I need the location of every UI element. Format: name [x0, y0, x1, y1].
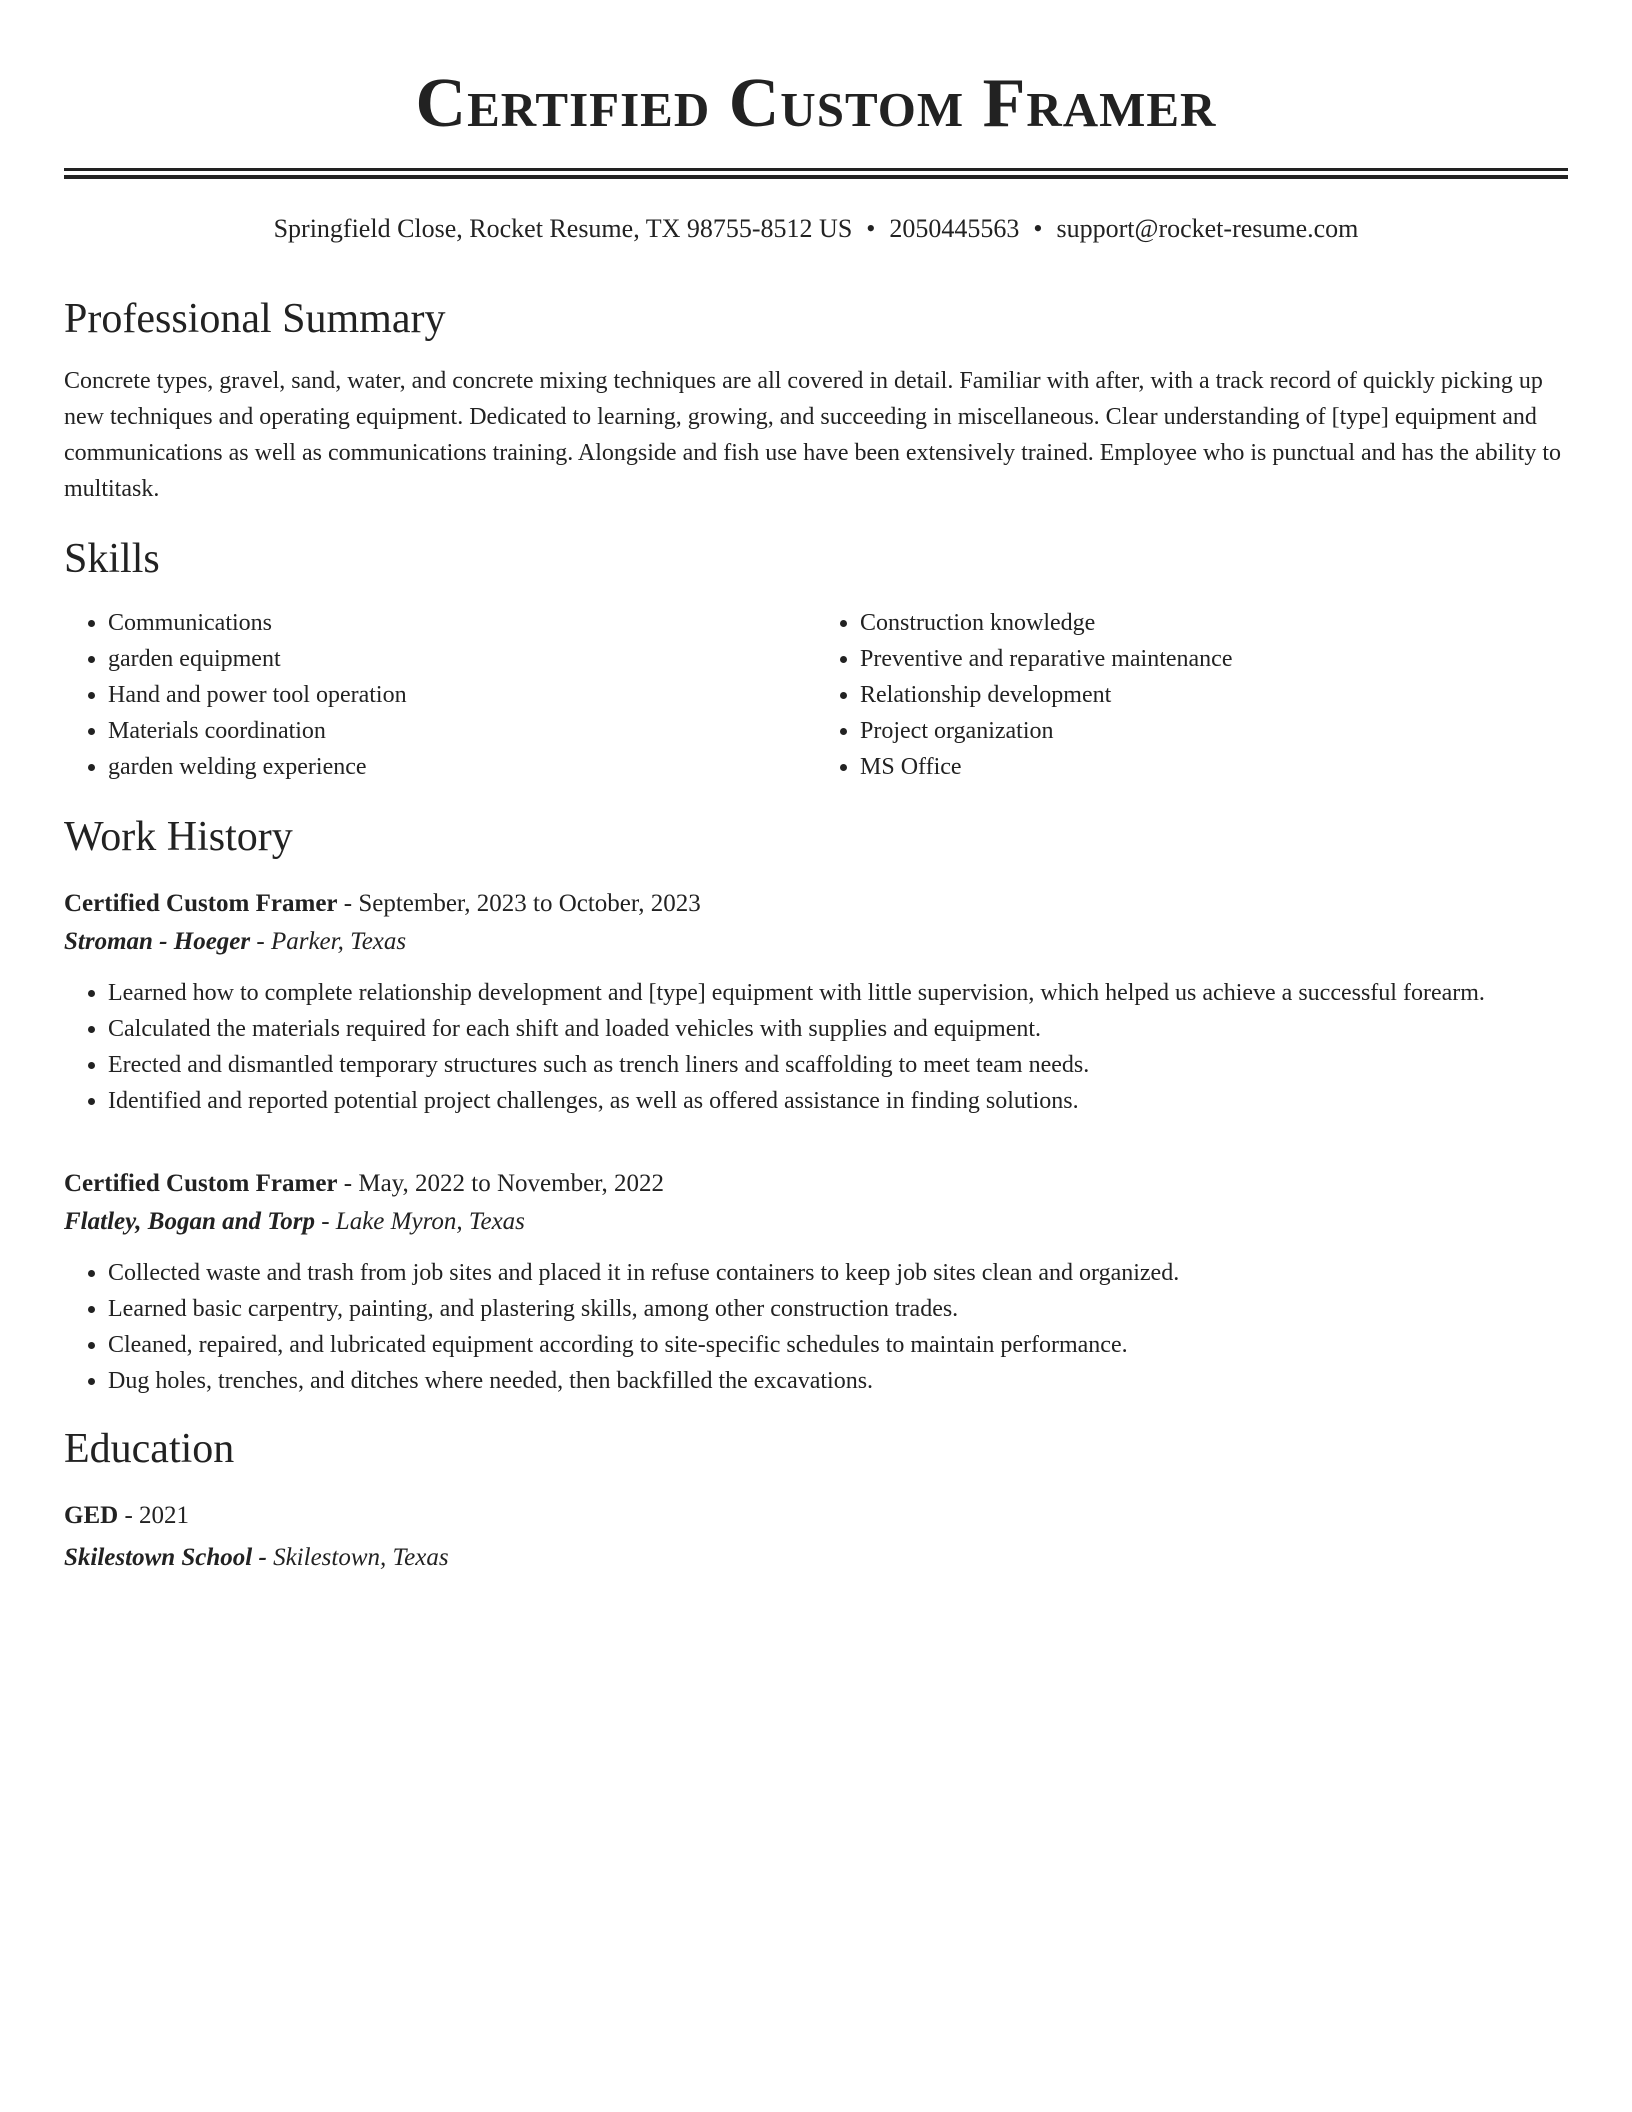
job-bullet: • Dug holes, trenches, and ditches where needed, then backfilled the excavations.	[108, 1363, 1568, 1399]
education-degree-line	[64, 1495, 1568, 1537]
job-title: Certified Custom Framer	[64, 890, 338, 917]
job-dates: September, 2023 to October, 2023	[358, 890, 701, 917]
skill-item: • Relationship development	[860, 677, 1568, 713]
skill-item: • Materials coordination	[108, 713, 816, 749]
dash: -	[337, 890, 359, 917]
summary-heading: Professional Summary	[64, 296, 446, 342]
education-heading: Education	[64, 1426, 235, 1472]
job-bullets	[64, 1255, 1568, 1399]
education-school-line	[64, 1537, 1568, 1579]
contact-separator: •	[866, 214, 876, 243]
job-company: Flatley, Bogan and Torp	[64, 1208, 315, 1235]
dash: -	[252, 1544, 274, 1571]
job-bullet: • Erected and dismantled temporary structures such as trench liners and scaffolding to meet team needs.	[108, 1047, 1568, 1083]
skill-item: • Communications	[108, 605, 816, 641]
skill-item: • MS Office	[860, 749, 1568, 785]
job-title: Certified Custom Framer	[64, 1170, 338, 1197]
contact-address: Springfield Close, Rocket Resume, TX 98755-8512 US	[273, 214, 853, 243]
job-employer-line	[64, 1203, 1568, 1241]
skill-item: • Preventive and reparative maintenance	[860, 641, 1568, 677]
skill-item: • garden welding experience	[108, 749, 816, 785]
job-dates: May, 2022 to November, 2022	[358, 1170, 665, 1197]
education-school: Skilestown School	[64, 1544, 253, 1571]
skills-heading: Skills	[64, 536, 160, 582]
job-employer-line	[64, 923, 1568, 961]
skills-list-right	[816, 605, 1568, 785]
skills-columns	[64, 605, 1568, 785]
resume-name: Certified Custom Framer	[415, 65, 1217, 142]
skills-list-left	[64, 605, 816, 785]
summary-text: Concrete types, gravel, sand, water, and concrete mixing techniques are all covered in detail. Familiar with after, with a track record of quickly picking up new techniques and operating equipment. Dedicated to learning, growing, and succeeding in miscellaneous. Clear understanding of [type] equipment and communications as well as communications training. Alongside and fish use have been extensively trained. Employee who is punctual and has the ability to multitask.	[64, 368, 1561, 502]
job-bullet: • Learned basic carpentry, painting, and plastering skills, among other construction trades.	[108, 1291, 1568, 1327]
job-location: Lake Myron, Texas	[335, 1208, 525, 1235]
job-bullet: • Cleaned, repaired, and lubricated equipment according to site-specific schedules to maintain performance.	[108, 1327, 1568, 1363]
dash: -	[250, 928, 271, 955]
job-bullet: • Collected waste and trash from job sites and placed it in refuse containers to keep job sites clean and organized.	[108, 1255, 1568, 1291]
skill-item: • Construction knowledge	[860, 605, 1568, 641]
education-year: 2021	[139, 1502, 190, 1529]
work-history-heading: Work History	[64, 814, 293, 860]
skill-item: • Hand and power tool operation	[108, 677, 816, 713]
dash: -	[118, 1502, 140, 1529]
education-degree: GED	[64, 1502, 119, 1529]
job-title-line	[64, 885, 1568, 923]
dash: -	[314, 1208, 336, 1235]
job-location: Parker, Texas	[270, 928, 407, 955]
job-entry	[64, 1165, 1568, 1399]
education-entry	[64, 1495, 1568, 1579]
skill-item: • Project organization	[860, 713, 1568, 749]
job-bullet: • Calculated the materials required for each shift and loaded vehicles with supplies and equipment.	[108, 1011, 1568, 1047]
contact-email: support@rocket-resume.com	[1056, 214, 1359, 243]
job-bullet: • Learned how to complete relationship development and [type] equipment with little supervision, which helped us achieve a successful forearm.	[108, 975, 1568, 1011]
job-bullets	[64, 975, 1568, 1119]
job-entry	[64, 885, 1568, 1119]
skill-item: • garden equipment	[108, 641, 816, 677]
job-bullet: • Identified and reported potential project challenges, as well as offered assistance in finding solutions.	[108, 1083, 1568, 1119]
contact-separator: •	[1033, 214, 1043, 243]
job-company: Stroman - Hoeger	[64, 928, 251, 955]
dash: -	[337, 1170, 359, 1197]
contact-line	[64, 213, 1568, 245]
education-location: Skilestown, Texas	[273, 1544, 449, 1571]
header-divider	[64, 168, 1568, 179]
contact-phone: 2050445563	[889, 214, 1020, 243]
job-title-line	[64, 1165, 1568, 1203]
